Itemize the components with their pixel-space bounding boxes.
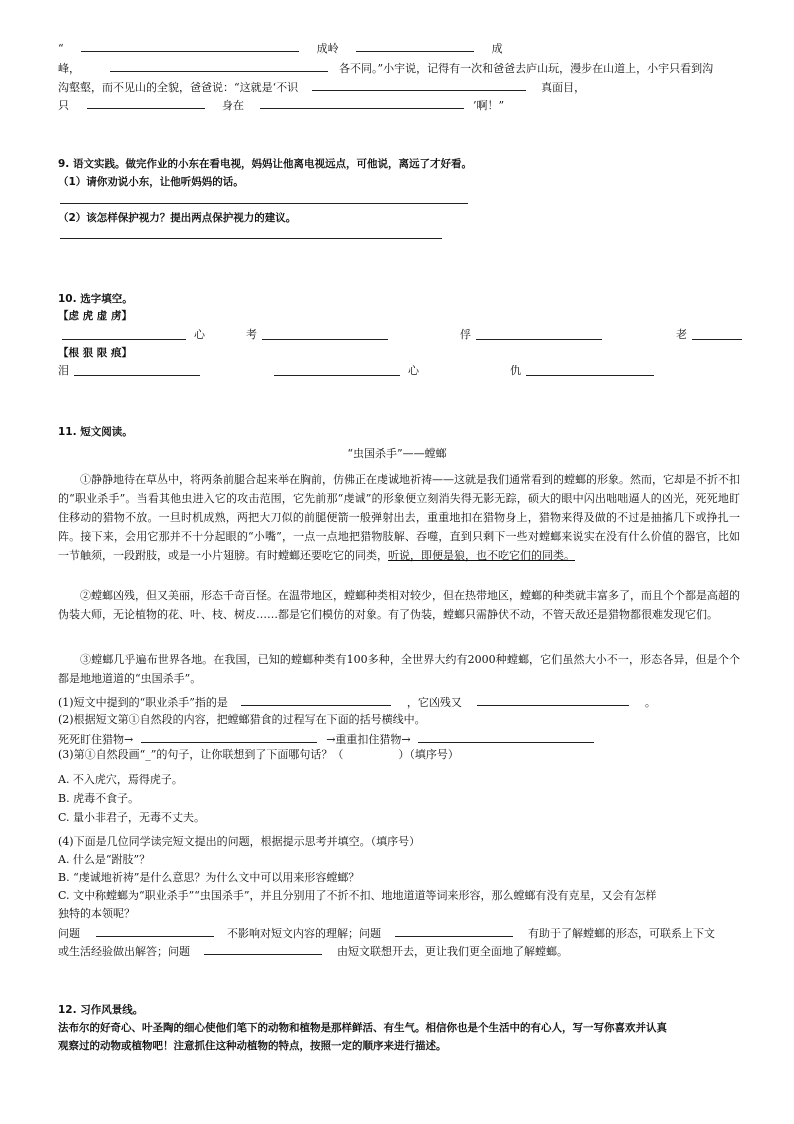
blank[interactable] [395, 925, 513, 937]
q11-s4: (4)下面是几位同学读完短文提出的问题，根据提示思考并填空。（填序号） [58, 835, 421, 848]
q10-title: 10. 选字填空。 [58, 293, 133, 305]
blank[interactable] [96, 925, 214, 937]
blank[interactable] [141, 731, 317, 743]
q9-title: 9. 语文实践。做完作业的小东在看电视，妈妈让他离电视远点，可他说，离远了才好看。 [58, 158, 472, 170]
q8-text: “ [58, 42, 64, 55]
blank[interactable] [692, 328, 742, 340]
passage-title: “虫国杀手”——螳螂 [347, 447, 447, 460]
option-c: C. 量小非君子，无毒不丈夫。 [58, 811, 206, 824]
q10-group1: 【虑 虎 虚 虏】 [58, 310, 132, 322]
q12-line2: 观察过的动物或植物吧！注意抓住这种动植物的特点，按照一定的顺序来进行描述。 [58, 1040, 447, 1052]
q11-fill-2 [58, 943, 568, 959]
fill-text: 不影响对短文内容的理解；问题 [227, 927, 381, 940]
blank[interactable] [274, 364, 400, 376]
chain-text: 死死盯住猎物→ [58, 733, 134, 746]
blank[interactable] [418, 731, 594, 743]
blank[interactable] [204, 943, 322, 955]
q11-s4-c2: 独特的本领呢？ [58, 907, 135, 920]
answer-line[interactable] [60, 203, 468, 204]
answer-line[interactable] [60, 238, 442, 239]
question-text: 。 [644, 696, 656, 709]
q11-s3: (3)第①自然段画“_”的句子，让你联想到了下面哪句话？（ ）（填序号） [58, 748, 459, 761]
q8-text: 沟壑壑，而不见山的全貌，爸爸说：“这就是‘不识 [58, 81, 299, 94]
q11-s1 [58, 694, 656, 710]
blank[interactable] [526, 364, 654, 376]
q8-line2 [58, 60, 713, 76]
q8-line1 [58, 40, 503, 56]
char-label: 仇 [510, 364, 521, 377]
q11-s4-a: A. 什么是“跗肢”？ [58, 853, 151, 866]
q8-text: 真面目， [541, 81, 586, 94]
fill-text: 有助于了解螳螂的形态，可联系上下文 [528, 927, 715, 940]
q10-group2: 【根 狠 限 痕】 [58, 347, 132, 359]
blank[interactable] [260, 97, 464, 109]
blank[interactable] [356, 40, 474, 52]
q8-text: 成岭 [316, 42, 339, 55]
chain-text: →重重扣住猎物→ [326, 733, 411, 746]
blank[interactable] [477, 694, 629, 706]
q8-text: 各不同。”小宇说，记得有一次和爸爸去庐山玩，漫步在山道上，小宇只看到沟 [339, 62, 714, 75]
q8-text: ’啊！” [473, 99, 505, 112]
fill-text: 由短文联想开去，更让我们更全面地了解螳螂。 [337, 945, 568, 958]
question-text: ，它凶残又 [406, 696, 462, 709]
passage-paragraph-1 [58, 470, 740, 565]
q11-s2: (2)根据短文第①自然段的内容，把螳螂猎食的过程写在下面的括号横线中。 [58, 713, 426, 726]
q11-s2-chain [58, 731, 594, 747]
option-b: B. 虎毒不食子。 [58, 792, 140, 805]
q11-s4-b: B. “虔诚地祈祷”是什么意思？为什么文中可以用来形容螳螂？ [58, 871, 360, 884]
q12-line1: 法布尔的好奇心、叶圣陶的细心使他们笔下的动物和植物是那样鲜活、有生气。相信你也是个生活中的有心人，写一写你喜欢并认真 [58, 1022, 667, 1034]
char-label: 老 [676, 328, 687, 341]
char-label: 俘 [460, 328, 471, 341]
q8-text: 成 [491, 42, 503, 55]
blank[interactable] [62, 328, 186, 340]
q12-title: 12. 习作风景线。 [58, 1004, 144, 1016]
passage-paragraph-2: ②螳螂凶残，但又美丽，形态千奇百怪。在温带地区，螳螂种类相对较少，但在热带地区，螳螂的种类就丰富多了，而且个个都是高超的伪装大师，无论植物的花、叶、枝、树皮……都是它们模仿的对象。有了伪装，螳螂只需静伏不动，不管天敌还是猎物都很难发现它们。 [58, 589, 740, 621]
blank[interactable] [74, 364, 200, 376]
blank[interactable] [81, 40, 299, 52]
fill-text: 或生活经验做出解答；问题 [58, 945, 190, 958]
q9-sub2: （2）该怎样保护视力？提出两点保护视力的建议。 [58, 212, 297, 224]
char-label: 心 [194, 328, 205, 341]
blank[interactable] [241, 694, 391, 706]
blank[interactable] [312, 79, 526, 91]
q8-line3 [58, 79, 585, 95]
underlined-sentence: 听说，即便是狼，也不吃它们的同类。 [388, 549, 575, 562]
char-label: 考 [246, 328, 257, 341]
q8-text: 峰， [58, 62, 80, 75]
blank[interactable] [476, 328, 602, 340]
q9-sub1: （1）请你劝说小东，让他听妈妈的话。 [58, 176, 244, 188]
option-a: A. 不入虎穴，焉得虎子。 [58, 773, 183, 786]
q8-text: 只 [58, 99, 69, 112]
q11-title: 11. 短文阅读。 [58, 426, 133, 438]
q8-line4 [58, 97, 504, 113]
char-label: 泪 [58, 364, 69, 377]
q11-s4-c1: C. 文中称螳螂为“职业杀手”“虫国杀手”，并且分别用了不折不扣、地地道道等词来形容，那么螳螂有没有克星，又会有怎样 [58, 889, 657, 902]
question-text: (1)短文中提到的“职业杀手”指的是 [58, 696, 228, 709]
passage-paragraph-3: ③螳螂几乎遍布世界各地。在我国，已知的螳螂种类有100多种，全世界大约有2000种螳螂，它们虽然大小不一，形态各异，但是个个都是地地道道的“虫国杀手”。 [58, 653, 740, 685]
char-label: 心 [408, 364, 419, 377]
blank[interactable] [87, 97, 205, 109]
blank[interactable] [262, 328, 388, 340]
q11-fill-1 [58, 925, 715, 941]
blank[interactable] [110, 60, 328, 72]
paragraph-text: ①静静地待在草丛中，将两条前腿合起来举在胸前，仿佛正在虔诚地祈祷——这就是我们通常看到的螳螂的形象。然而，它却是不折不扣的“职业杀手”。当看其他虫进入它的攻击范围，它先前那“虔诚”的形象便立刻消失得无影无踪，硕大的眼中闪出咄咄逼人的凶光，死死地盯住移动的猎物不放。一旦时机成熟，两把大刀似的前腿便箭一般弹射出去，重重地扣在猎物身上，猎物来得及做的不过是抽搐几下或挣扎一阵。接下来，会用它那并不十分起眼的“小嘴”，一点一点地把猎物肢解、吞噬，直到只剩下一些对螳螂来说实在没有什么价值的器官，比如一节触须，一段跗肢，或是一小片翅膀。有时螳螂还要吃它的同类， [58, 473, 740, 562]
q8-text: 身在 [222, 99, 244, 112]
fill-text: 问题 [58, 927, 80, 940]
